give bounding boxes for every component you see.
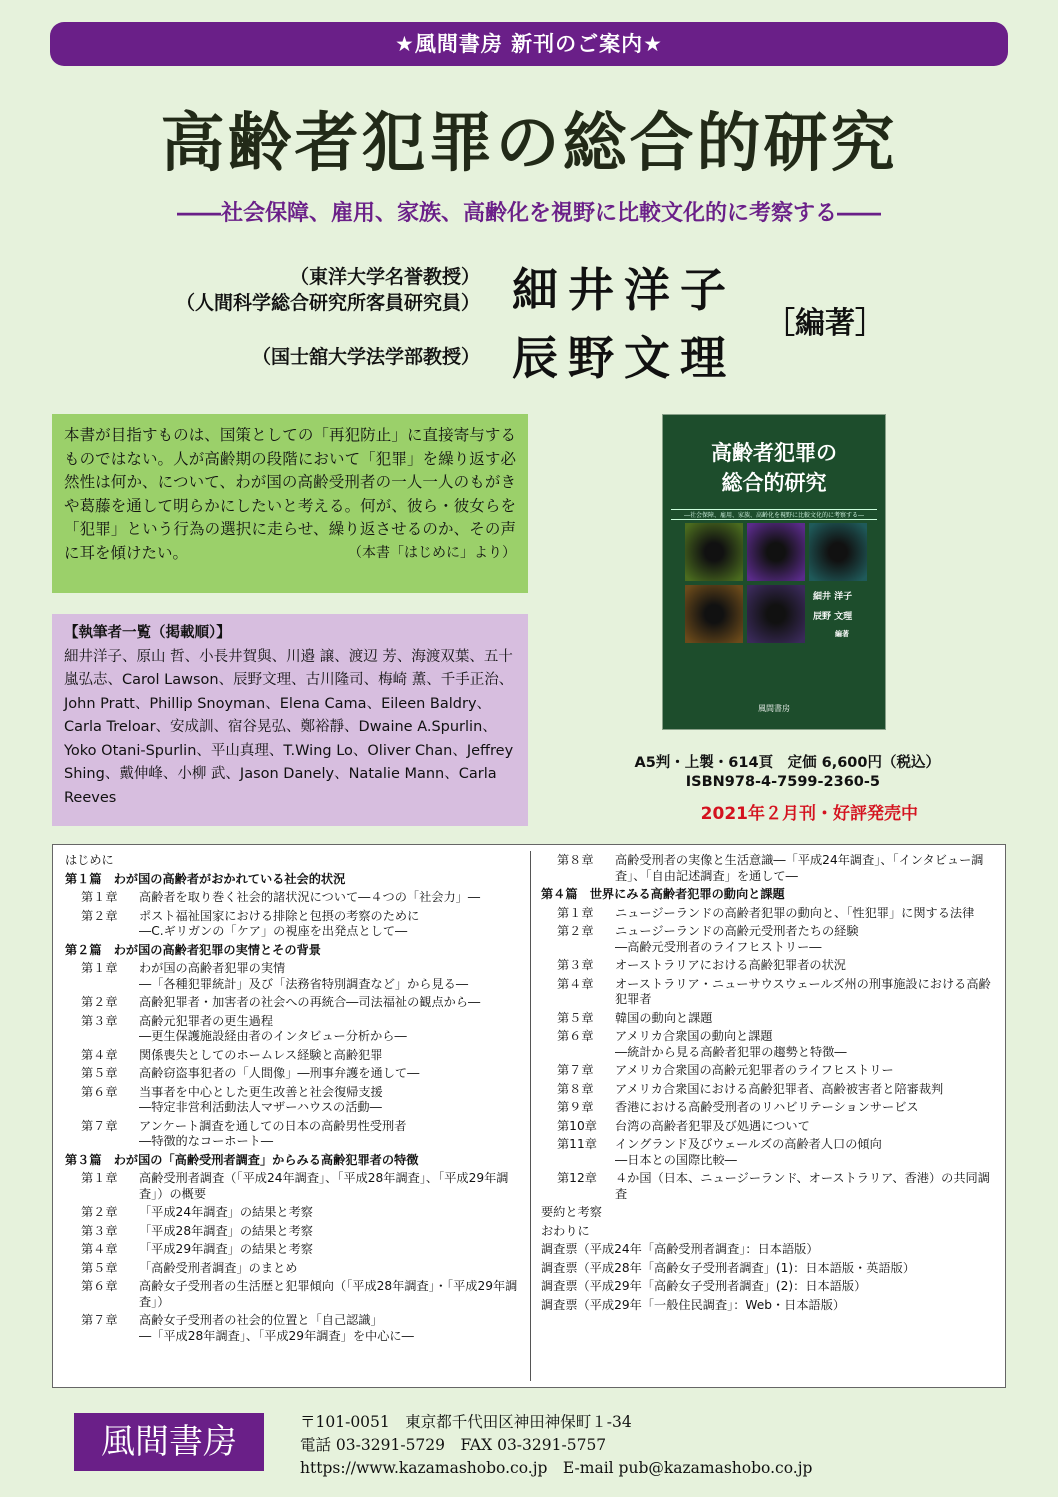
toc-title: 高齢者を取り巻く社会的諸状況について―４つの「社会力」― bbox=[139, 890, 481, 904]
toc-number: 第４章 bbox=[557, 976, 594, 991]
toc-chapter bbox=[541, 853, 993, 884]
toc-title: 調査票（平成24年「高齢受刑者調査」：日本語版） bbox=[541, 1242, 819, 1256]
toc-number: 第12章 bbox=[557, 1171, 597, 1185]
toc-chapter bbox=[541, 906, 993, 922]
toc-title: 高齢女子受刑者の社会的位置と「自己認識」 ―「平成28年調査」、「平成29年調査」を中心に― bbox=[139, 1313, 414, 1343]
toc-title: ポスト福祉国家における排除と包摂の考察のために ―C.ギリガンの「ケア」の視座を出発点として― bbox=[139, 908, 420, 938]
table-of-contents bbox=[52, 844, 1006, 1388]
toc-number: 第１篇 bbox=[65, 871, 114, 886]
toc-title: 「平成29年調査」の結果と考察 bbox=[139, 1242, 313, 1256]
toc-title: ニュージーランドの高齢者犯罪の動向と、「性犯罪」に関する法律 bbox=[615, 905, 975, 920]
intro-text: 本書が目指すものは、国策としての「再犯防止」に直接寄与するものではない。人が高齢期の段階において「犯罪」を繰り返す必然性は何か、について、わが国の高齢受刑者の一人一人のもがきや葛藤を通して明らかにしたいと考える。何が、彼ら・彼女らを「犯罪」という行為の選択に走らせ、繰り返させるのか、その声に耳を傾けたい。 bbox=[64, 426, 516, 562]
toc-title: 「高齢受刑者調査」のまとめ bbox=[139, 1260, 298, 1275]
toc-title: わが国の高齢者がおかれている社会的状況 bbox=[113, 871, 346, 886]
toc-chapter bbox=[541, 1011, 993, 1027]
cover-author: 細井 洋子 bbox=[813, 592, 853, 602]
toc-part bbox=[65, 872, 520, 888]
toc-chapter bbox=[541, 1171, 993, 1202]
toc-title: 「平成24年調査」の結果と考察 bbox=[139, 1205, 313, 1219]
toc-number: 第11章 bbox=[557, 1137, 597, 1151]
toc-title: アメリカ合衆国の高齢元犯罪者のライフヒストリー bbox=[615, 1063, 894, 1077]
toc-chapter bbox=[65, 1279, 520, 1310]
toc-title: 調査票（平成29年「高齢女子受刑者調査」(2)：日本語版） bbox=[541, 1279, 867, 1293]
toc-chapter bbox=[65, 1085, 520, 1116]
cover-subtitle: ―社会保障、雇用、家族、高齢化を視野に比較文化的に考察する― bbox=[671, 509, 877, 520]
toc-title: 高齢女子受刑者の生活歴と犯罪傾向（「平成28年調査」・「平成29年調査」） bbox=[139, 1279, 518, 1309]
toc-title: わが国の「高齢受刑者調査」からみる高齢犯罪者の特徴 bbox=[113, 1152, 419, 1167]
toc-chapter bbox=[65, 1242, 520, 1258]
toc-title: おわりに bbox=[541, 1223, 590, 1238]
toc-chapter bbox=[65, 1205, 520, 1221]
toc-number: 第１章 bbox=[81, 961, 118, 975]
toc-title: 高齢犯罪者・加害者の社会への再統合―司法福祉の観点から― bbox=[139, 995, 481, 1009]
toc-chapter bbox=[65, 1171, 520, 1202]
toc-chapter bbox=[541, 958, 993, 974]
toc-number: 第５章 bbox=[557, 1010, 594, 1025]
toc-title: 当事者を中心とした更生改善と社会復帰支援 ―特定非営利活動法人マザーハウスの活動― bbox=[139, 1084, 383, 1114]
book-isbn: ISBN978-4-7599-2360-5 bbox=[685, 774, 880, 790]
toc-number: 第８章 bbox=[557, 1081, 594, 1096]
toc-number: 第４章 bbox=[81, 1047, 118, 1062]
toc-chapter bbox=[65, 1066, 520, 1082]
toc-title: 台湾の高齢者犯罪及び処遇について bbox=[615, 1118, 810, 1133]
cover-square bbox=[747, 585, 805, 643]
toc-right-column bbox=[541, 853, 993, 1316]
toc-title: アメリカ合衆国における高齢犯罪者、高齢被害者と陪審裁判 bbox=[615, 1081, 944, 1096]
toc-title: 世界にみる高齢者犯罪の動向と課題 bbox=[589, 887, 785, 901]
cover-square bbox=[685, 585, 743, 643]
publisher-web[interactable]: https://www.kazamashobo.co.jp E-mail pub@kazamashobo.co.jp bbox=[300, 1459, 813, 1477]
toc-item bbox=[541, 1242, 993, 1258]
toc-chapter bbox=[65, 1224, 520, 1240]
toc-chapter bbox=[541, 1100, 993, 1116]
toc-item bbox=[541, 1261, 993, 1277]
toc-number: 第１章 bbox=[81, 1171, 118, 1185]
toc-number: 第２章 bbox=[81, 1205, 118, 1219]
toc-title: 調査票（平成29年「一般住民調査」：Web・日本語版） bbox=[541, 1297, 846, 1312]
toc-chapter bbox=[65, 1048, 520, 1064]
author-affiliation: （国士舘大学法学部教授） bbox=[251, 346, 480, 368]
toc-chapter bbox=[65, 1119, 520, 1150]
toc-number: 第６章 bbox=[81, 1084, 118, 1099]
cover-square bbox=[809, 523, 867, 581]
toc-number: 第３篇 bbox=[65, 1152, 114, 1167]
cover-title: 総合的研究 bbox=[721, 471, 827, 495]
toc-chapter bbox=[541, 1082, 993, 1098]
toc-title: 高齢受刑者の実像と生活意識―「平成24年調査」、「インタビュー調査」、「自由記述調査」を通して― bbox=[615, 853, 984, 883]
toc-number: 第８章 bbox=[557, 853, 594, 867]
intro-source: （本書「はじめに」より） bbox=[348, 544, 516, 561]
toc-title: 韓国の動向と課題 bbox=[615, 1010, 713, 1025]
toc-title: 高齢受刑者調査（「平成24年調査」、「平成28年調査」、「平成29年調査」）の概要 bbox=[139, 1171, 509, 1201]
toc-number: 第10章 bbox=[557, 1118, 597, 1133]
toc-chapter bbox=[541, 1063, 993, 1079]
intro-box bbox=[52, 414, 528, 593]
toc-number: 第２章 bbox=[81, 908, 118, 923]
book-format-price: A5判・上製・614頁 定価 6,600円（税込） bbox=[634, 755, 940, 771]
author-affiliation: （人間科学総合研究所客員研究員） bbox=[175, 292, 480, 314]
toc-title: 調査票（平成28年「高齢女子受刑者調査」(1)：日本語版・英語版） bbox=[541, 1260, 916, 1275]
toc-number: 第９章 bbox=[557, 1100, 594, 1114]
cover-title: 高齢者犯罪の bbox=[711, 441, 837, 465]
book-cover bbox=[662, 414, 886, 730]
toc-title: ４か国（日本、ニュージーランド、オーストラリア、香港）の共同調査 bbox=[615, 1171, 990, 1201]
contributors-heading: 【執筆者一覧（掲載順）】 bbox=[64, 625, 231, 641]
toc-number: 第１章 bbox=[81, 890, 118, 904]
header-banner: ★風間書房 新刊のご案内★ bbox=[50, 22, 1008, 66]
book-subtitle: ――社会保障、雇用、家族、高齢化を視野に比較文化的に考察する―― bbox=[176, 201, 881, 226]
toc-title: 「平成28年調査」の結果と考察 bbox=[139, 1223, 313, 1238]
author-name: 細井洋子 bbox=[512, 263, 736, 317]
toc-chapter bbox=[541, 924, 993, 955]
release-date: 2021年２月刊・好評発売中 bbox=[700, 804, 918, 824]
toc-number: 第３章 bbox=[81, 1013, 118, 1028]
toc-number: 第５章 bbox=[81, 1066, 118, 1080]
toc-chapter bbox=[65, 1014, 520, 1045]
toc-title: わが国の高齢者犯罪の実情 ―「各種犯罪統計」及び「法務省特別調査など」から見る― bbox=[139, 961, 469, 991]
toc-item bbox=[541, 1224, 993, 1240]
editor-role: ［編著］ bbox=[765, 306, 885, 341]
toc-title: アンケート調査を通しての日本の高齢男性受刑者 ―特徴的なコーホート― bbox=[139, 1118, 407, 1148]
toc-title: はじめに bbox=[65, 853, 114, 867]
toc-number: 第２篇 bbox=[65, 942, 114, 957]
cover-square bbox=[747, 523, 805, 581]
toc-title: ニュージーランドの高齢元受刑者たちの経験 ―高齢元受刑者のライフヒストリー― bbox=[615, 924, 859, 954]
toc-divider bbox=[530, 851, 531, 1381]
toc-number: 第５章 bbox=[81, 1260, 118, 1275]
toc-title: アメリカ合衆国の動向と課題 ―統計から見る高齢者犯罪の趨勢と特徴― bbox=[615, 1029, 847, 1059]
publisher-logo: 風間書房 bbox=[74, 1413, 264, 1471]
toc-chapter bbox=[65, 961, 520, 992]
toc-title: わが国の高齢者犯罪の実情とその背景 bbox=[113, 942, 321, 957]
toc-title: 高齢元犯罪者の更生過程 ―更生保護施設経由者のインタビュー分析から― bbox=[139, 1013, 407, 1043]
toc-chapter bbox=[65, 1261, 520, 1277]
contributors-box bbox=[52, 614, 528, 826]
toc-number: 第７章 bbox=[557, 1063, 594, 1077]
contributors-list: 細井洋子、原山 哲、小長井賀與、川邉 譲、渡辺 芳、海渡双葉、五十嵐弘志、Carol Lawson、辰野文理、古川隆司、梅崎 薫、千手正治、John Pratt、Phillip Snoyman、Elena Cama、Eileen Baldry、Carla Treloar、安成訓、宿谷晃弘、鄭裕靜、Dwaine A.Spurlin、Yoko Otani-Spurlin、平山真理、T.Wing Lo、Oliver Chan、Jeffrey Shing、戴伸峰、小柳 武、Jason Danely、Natalie Mann、Carla Reeves bbox=[64, 648, 514, 806]
toc-left-column bbox=[65, 853, 520, 1347]
toc-number: 第２章 bbox=[557, 924, 594, 938]
cover-publisher: 風間書房 bbox=[758, 704, 790, 713]
toc-number: 第６章 bbox=[557, 1029, 594, 1043]
toc-number: 第６章 bbox=[81, 1279, 118, 1293]
toc-number: 第４篇 bbox=[541, 887, 590, 901]
author-affiliation: （東洋大学名誉教授） bbox=[289, 266, 480, 288]
toc-part bbox=[541, 887, 993, 903]
publisher-phone: 電話 03-3291-5729 FAX 03-3291-5757 bbox=[300, 1436, 607, 1454]
cover-square bbox=[685, 523, 743, 581]
toc-title: 関係喪失としてのホームレス経験と高齢犯罪 bbox=[139, 1047, 383, 1062]
cover-author: 辰野 文理 bbox=[813, 612, 853, 622]
toc-number: 第２章 bbox=[81, 995, 118, 1009]
toc-item bbox=[541, 1205, 993, 1221]
toc-title: オーストラリアにおける高齢犯罪者の状況 bbox=[615, 958, 846, 972]
toc-chapter bbox=[65, 1313, 520, 1344]
toc-title: 要約と考察 bbox=[541, 1205, 602, 1219]
toc-number: 第７章 bbox=[81, 1313, 118, 1327]
toc-part bbox=[65, 1153, 520, 1169]
toc-chapter bbox=[541, 1029, 993, 1060]
toc-item bbox=[541, 1279, 993, 1295]
cover-role: 編著 bbox=[835, 630, 849, 638]
toc-number: 第４章 bbox=[81, 1242, 118, 1256]
toc-chapter bbox=[65, 995, 520, 1011]
book-title: 高齢者犯罪の総合的研究 bbox=[160, 106, 898, 181]
toc-number: 第３章 bbox=[81, 1223, 118, 1238]
toc-chapter bbox=[541, 1119, 993, 1135]
toc-title: イングランド及びウェールズの高齢者人口の傾向 ―日本との国際比較― bbox=[615, 1137, 882, 1167]
toc-chapter bbox=[541, 977, 993, 1008]
toc-item bbox=[541, 1298, 993, 1314]
publisher-address: 〒101-0051 東京都千代田区神田神保町１-34 bbox=[300, 1413, 632, 1431]
toc-chapter bbox=[65, 909, 520, 940]
toc-title: 高齢窃盗事犯者の「人間像」―刑事弁護を通して― bbox=[139, 1066, 420, 1080]
toc-title: 香港における高齢受刑者のリハビリテーションサービス bbox=[615, 1100, 919, 1114]
toc-number: 第１章 bbox=[557, 905, 594, 920]
toc-chapter bbox=[541, 1137, 993, 1168]
author-name: 辰野文理 bbox=[512, 331, 736, 385]
toc-title: オーストラリア・ニューサウスウェールズ州の刑事施設における高齢犯罪者 bbox=[615, 976, 991, 1006]
toc-chapter bbox=[65, 890, 520, 906]
toc-part bbox=[65, 943, 520, 959]
toc-item bbox=[65, 853, 520, 869]
toc-number: 第７章 bbox=[81, 1118, 118, 1133]
toc-number: 第３章 bbox=[557, 958, 594, 972]
